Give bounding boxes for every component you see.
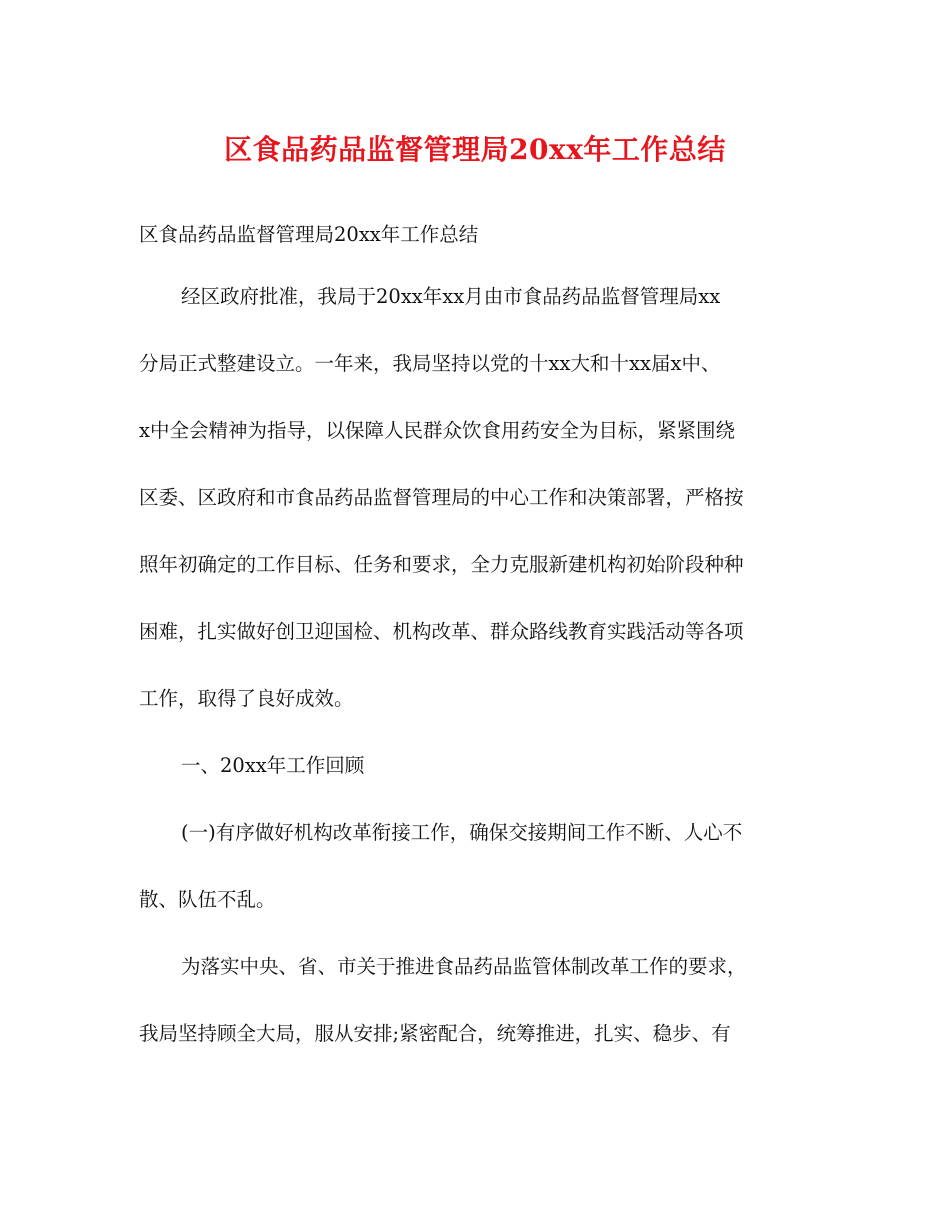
paragraph-line: 我局坚持顾全大局，服从安排;紧密配合，统筹推进，扎实、稳步、有 (139, 1022, 731, 1045)
paragraph-line: 经区政府批准，我局于20xx年xx月由市食品药品监督管理局xx (181, 285, 721, 308)
paragraph-line: 区委、区政府和市食品药品监督管理局的中心工作和决策部署，严格按 (139, 486, 744, 509)
paragraph-line: x中全会精神为指导，以保障人民群众饮食用药安全为目标，紧紧围绕 (139, 419, 735, 442)
document-title: 区食品药品监督管理局20xx年工作总结 (224, 133, 726, 166)
subsection-heading: 散、队伍不乱。 (139, 888, 276, 911)
subsection-heading: (一)有序做好机构改革衔接工作，确保交接期间工作不断、人心不 (181, 821, 743, 844)
paragraph-line: 照年初确定的工作目标、任务和要求，全力克服新建机构初始阶段种种 (139, 553, 744, 576)
section-heading: 一、20xx年工作回顾 (181, 754, 365, 777)
paragraph-line: 分局正式整建设立。一年来，我局坚持以党的十xx大和十xx届x中、 (139, 352, 721, 375)
paragraph-line: 为落实中央、省、市关于推进食品药品监管体制改革工作的要求， (181, 955, 747, 978)
paragraph-line: 工作，取得了良好成效。 (139, 687, 354, 710)
paragraph-line: 困难，扎实做好创卫迎国检、机构改革、群众路线教育实践活动等各项 (139, 620, 744, 643)
subtitle-line: 区食品药品监督管理局20xx年工作总结 (139, 223, 479, 246)
